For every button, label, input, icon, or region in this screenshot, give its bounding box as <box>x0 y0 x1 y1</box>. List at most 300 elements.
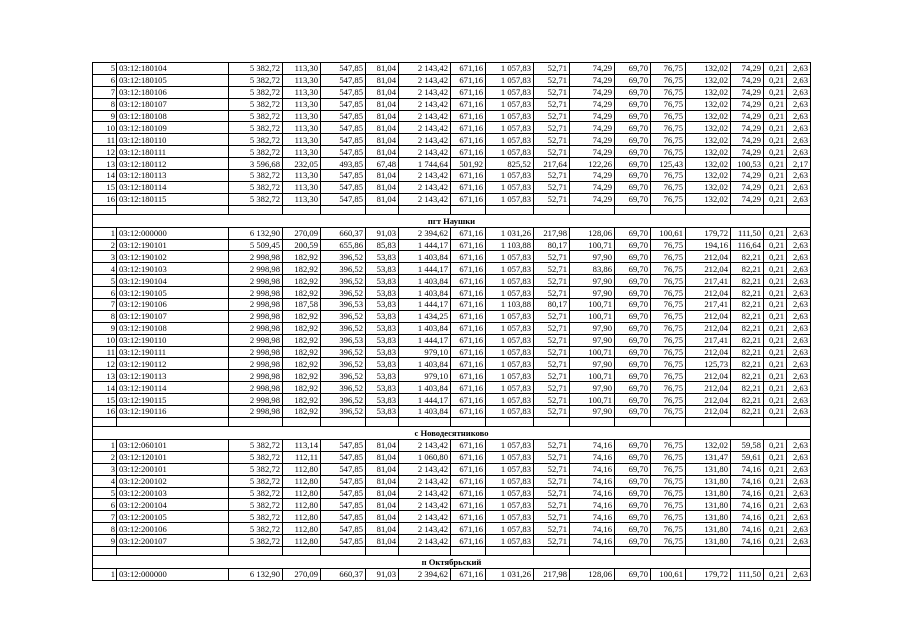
value-cell: 132,02 <box>686 439 731 451</box>
row-number-cell: 1 <box>93 568 117 580</box>
value-cell: 74,16 <box>570 475 615 487</box>
value-cell: 396,53 <box>321 299 366 311</box>
value-cell: 671,16 <box>451 134 486 146</box>
value-cell: 0,21 <box>764 263 787 275</box>
cadastral-code-cell: 03:12:180113 <box>117 170 229 182</box>
value-cell: 74,16 <box>731 535 764 547</box>
value-cell: 1 057,83 <box>486 251 534 263</box>
value-cell: 212,04 <box>686 382 731 394</box>
value-cell: 212,04 <box>686 370 731 382</box>
value-cell: 52,71 <box>534 499 570 511</box>
value-cell: 547,85 <box>321 451 366 463</box>
value-cell: 74,16 <box>731 463 764 475</box>
value-cell: 5 382,72 <box>229 181 283 193</box>
value-cell: 1 057,83 <box>486 74 534 86</box>
value-cell: 74,29 <box>731 110 764 122</box>
value-cell: 2,63 <box>787 134 811 146</box>
value-cell: 113,30 <box>283 98 321 110</box>
empty-cell <box>570 205 615 214</box>
value-cell: 270,09 <box>283 568 321 580</box>
value-cell: 2 998,98 <box>229 346 283 358</box>
value-cell: 112,80 <box>283 499 321 511</box>
value-cell: 81,04 <box>366 74 399 86</box>
value-cell: 69,70 <box>615 275 651 287</box>
value-cell: 113,30 <box>283 181 321 193</box>
value-cell: 5 382,72 <box>229 535 283 547</box>
table-row <box>93 370 811 382</box>
value-cell: 5 382,72 <box>229 146 283 158</box>
value-cell: 52,71 <box>534 322 570 334</box>
value-cell: 81,04 <box>366 134 399 146</box>
value-cell: 547,85 <box>321 475 366 487</box>
value-cell: 76,75 <box>651 511 686 523</box>
value-cell: 396,53 <box>321 334 366 346</box>
value-cell: 52,71 <box>534 63 570 75</box>
value-cell: 212,04 <box>686 263 731 275</box>
value-cell: 131,80 <box>686 499 731 511</box>
value-cell: 182,92 <box>283 382 321 394</box>
value-cell: 69,70 <box>615 406 651 418</box>
value-cell: 0,21 <box>764 63 787 75</box>
value-cell: 82,21 <box>731 346 764 358</box>
value-cell: 52,71 <box>534 146 570 158</box>
row-number-cell: 12 <box>93 146 117 158</box>
value-cell: 396,52 <box>321 263 366 275</box>
value-cell: 1 057,83 <box>486 535 534 547</box>
row-number-cell: 13 <box>93 370 117 382</box>
row-number-cell: 16 <box>93 406 117 418</box>
value-cell: 69,70 <box>615 394 651 406</box>
cadastral-code-cell: 03:12:000000 <box>117 568 229 580</box>
value-cell: 1 057,83 <box>486 322 534 334</box>
value-cell: 5 382,72 <box>229 98 283 110</box>
value-cell: 91,03 <box>366 568 399 580</box>
value-cell: 132,02 <box>686 86 731 98</box>
value-cell: 52,71 <box>534 275 570 287</box>
value-cell: 1 103,88 <box>486 239 534 251</box>
value-cell: 76,75 <box>651 263 686 275</box>
value-cell: 59,58 <box>731 439 764 451</box>
table-row <box>93 170 811 182</box>
value-cell: 0,21 <box>764 299 787 311</box>
table-row <box>93 63 811 75</box>
value-cell: 69,70 <box>615 346 651 358</box>
value-cell: 0,21 <box>764 370 787 382</box>
value-cell: 1 057,83 <box>486 463 534 475</box>
value-cell: 131,80 <box>686 463 731 475</box>
value-cell: 212,04 <box>686 322 731 334</box>
empty-cell <box>283 205 321 214</box>
value-cell: 396,52 <box>321 370 366 382</box>
value-cell: 76,75 <box>651 535 686 547</box>
value-cell: 74,29 <box>570 63 615 75</box>
value-cell: 52,71 <box>534 110 570 122</box>
value-cell: 2,63 <box>787 170 811 182</box>
value-cell: 74,29 <box>570 110 615 122</box>
value-cell: 81,04 <box>366 487 399 499</box>
value-cell: 1 057,83 <box>486 181 534 193</box>
table-row <box>93 193 811 205</box>
value-cell: 82,21 <box>731 382 764 394</box>
value-cell: 212,04 <box>686 394 731 406</box>
value-cell: 2,63 <box>787 98 811 110</box>
value-cell: 1 057,83 <box>486 98 534 110</box>
value-cell: 212,04 <box>686 287 731 299</box>
row-number-cell: 6 <box>93 74 117 86</box>
value-cell: 2 143,42 <box>399 499 451 511</box>
value-cell: 74,16 <box>731 487 764 499</box>
value-cell: 396,52 <box>321 251 366 263</box>
value-cell: 671,16 <box>451 463 486 475</box>
value-cell: 217,41 <box>686 334 731 346</box>
table-row <box>93 487 811 499</box>
section-spacer-row <box>93 546 811 555</box>
value-cell: 2,63 <box>787 463 811 475</box>
value-cell: 5 382,72 <box>229 439 283 451</box>
value-cell: 1 103,88 <box>486 299 534 311</box>
cadastral-code-cell: 03:12:190101 <box>117 239 229 251</box>
value-cell: 671,16 <box>451 322 486 334</box>
value-cell: 2,63 <box>787 146 811 158</box>
value-cell: 2 143,42 <box>399 463 451 475</box>
row-number-cell: 1 <box>93 439 117 451</box>
section-spacer-row <box>93 417 811 426</box>
row-number-cell: 6 <box>93 499 117 511</box>
value-cell: 1 403,84 <box>399 322 451 334</box>
value-cell: 52,71 <box>534 170 570 182</box>
value-cell: 1 057,83 <box>486 451 534 463</box>
value-cell: 53,83 <box>366 299 399 311</box>
value-cell: 547,85 <box>321 463 366 475</box>
value-cell: 74,29 <box>731 170 764 182</box>
value-cell: 82,21 <box>731 370 764 382</box>
value-cell: 111,50 <box>731 227 764 239</box>
row-number-cell: 8 <box>93 98 117 110</box>
value-cell: 547,85 <box>321 134 366 146</box>
document-page <box>92 62 811 581</box>
value-cell: 81,04 <box>366 463 399 475</box>
value-cell: 5 382,72 <box>229 511 283 523</box>
value-cell: 100,53 <box>731 158 764 170</box>
cadastral-code-cell: 03:12:190114 <box>117 382 229 394</box>
value-cell: 74,29 <box>731 86 764 98</box>
value-cell: 82,21 <box>731 406 764 418</box>
value-cell: 1 057,83 <box>486 86 534 98</box>
value-cell: 69,70 <box>615 134 651 146</box>
value-cell: 5 382,72 <box>229 193 283 205</box>
value-cell: 131,47 <box>686 451 731 463</box>
value-cell: 671,16 <box>451 239 486 251</box>
value-cell: 59,61 <box>731 451 764 463</box>
value-cell: 501,92 <box>451 158 486 170</box>
value-cell: 52,71 <box>534 346 570 358</box>
value-cell: 671,16 <box>451 122 486 134</box>
value-cell: 2,63 <box>787 181 811 193</box>
empty-cell <box>451 546 486 555</box>
empty-cell <box>93 205 117 214</box>
value-cell: 5 382,72 <box>229 63 283 75</box>
value-cell: 2,63 <box>787 334 811 346</box>
empty-cell <box>283 417 321 426</box>
value-cell: 2 143,42 <box>399 134 451 146</box>
value-cell: 69,70 <box>615 334 651 346</box>
value-cell: 0,21 <box>764 568 787 580</box>
value-cell: 131,80 <box>686 535 731 547</box>
value-cell: 2 143,42 <box>399 110 451 122</box>
value-cell: 112,80 <box>283 487 321 499</box>
value-cell: 232,05 <box>283 158 321 170</box>
value-cell: 100,71 <box>570 370 615 382</box>
value-cell: 69,70 <box>615 523 651 535</box>
value-cell: 396,52 <box>321 310 366 322</box>
value-cell: 0,21 <box>764 535 787 547</box>
cadastral-code-cell: 03:12:190102 <box>117 251 229 263</box>
value-cell: 0,21 <box>764 193 787 205</box>
value-cell: 0,21 <box>764 451 787 463</box>
value-cell: 2 143,42 <box>399 63 451 75</box>
value-cell: 182,92 <box>283 346 321 358</box>
value-cell: 97,90 <box>570 406 615 418</box>
value-cell: 97,90 <box>570 382 615 394</box>
table-row <box>93 463 811 475</box>
table-row <box>93 535 811 547</box>
value-cell: 671,16 <box>451 523 486 535</box>
value-cell: 52,71 <box>534 181 570 193</box>
value-cell: 52,71 <box>534 287 570 299</box>
value-cell: 91,03 <box>366 227 399 239</box>
value-cell: 74,29 <box>731 74 764 86</box>
value-cell: 547,85 <box>321 98 366 110</box>
value-cell: 132,02 <box>686 193 731 205</box>
value-cell: 74,29 <box>731 146 764 158</box>
section-title: с Новодесятниково <box>93 426 811 439</box>
value-cell: 74,29 <box>570 86 615 98</box>
value-cell: 128,06 <box>570 227 615 239</box>
value-cell: 76,75 <box>651 146 686 158</box>
value-cell: 67,48 <box>366 158 399 170</box>
empty-cell <box>787 546 811 555</box>
value-cell: 1 057,83 <box>486 370 534 382</box>
value-cell: 1 057,83 <box>486 523 534 535</box>
value-cell: 76,75 <box>651 63 686 75</box>
value-cell: 2 143,42 <box>399 74 451 86</box>
value-cell: 69,70 <box>615 98 651 110</box>
value-cell: 69,70 <box>615 299 651 311</box>
empty-cell <box>399 205 451 214</box>
cadastral-code-cell: 03:12:180108 <box>117 110 229 122</box>
value-cell: 2 394,62 <box>399 227 451 239</box>
value-cell: 1 444,17 <box>399 334 451 346</box>
value-cell: 212,04 <box>686 406 731 418</box>
value-cell: 81,04 <box>366 110 399 122</box>
empty-cell <box>534 546 570 555</box>
value-cell: 112,80 <box>283 535 321 547</box>
value-cell: 5 382,72 <box>229 86 283 98</box>
value-cell: 74,29 <box>570 134 615 146</box>
value-cell: 113,30 <box>283 63 321 75</box>
value-cell: 0,21 <box>764 98 787 110</box>
value-cell: 0,21 <box>764 523 787 535</box>
value-cell: 2 143,42 <box>399 146 451 158</box>
value-cell: 125,43 <box>651 158 686 170</box>
cadastral-code-cell: 03:12:180107 <box>117 98 229 110</box>
empty-cell <box>787 205 811 214</box>
value-cell: 2,63 <box>787 193 811 205</box>
value-cell: 1 057,83 <box>486 346 534 358</box>
value-cell: 69,70 <box>615 499 651 511</box>
cadastral-code-cell: 03:12:180114 <box>117 181 229 193</box>
value-cell: 2 998,98 <box>229 251 283 263</box>
value-cell: 1 057,83 <box>486 275 534 287</box>
value-cell: 547,85 <box>321 511 366 523</box>
value-cell: 2 998,98 <box>229 275 283 287</box>
value-cell: 547,85 <box>321 122 366 134</box>
value-cell: 76,75 <box>651 406 686 418</box>
value-cell: 1 057,83 <box>486 134 534 146</box>
value-cell: 3 596,68 <box>229 158 283 170</box>
row-number-cell: 12 <box>93 358 117 370</box>
value-cell: 671,16 <box>451 346 486 358</box>
value-cell: 74,29 <box>731 193 764 205</box>
value-cell: 671,16 <box>451 475 486 487</box>
value-cell: 2,63 <box>787 358 811 370</box>
table-row <box>93 322 811 334</box>
value-cell: 52,71 <box>534 523 570 535</box>
value-cell: 53,83 <box>366 287 399 299</box>
empty-cell <box>615 417 651 426</box>
value-cell: 1 444,17 <box>399 263 451 275</box>
value-cell: 76,75 <box>651 86 686 98</box>
value-cell: 2,63 <box>787 299 811 311</box>
value-cell: 74,16 <box>731 499 764 511</box>
value-cell: 52,71 <box>534 358 570 370</box>
value-cell: 0,21 <box>764 382 787 394</box>
cadastral-code-cell: 03:12:200102 <box>117 475 229 487</box>
value-cell: 69,70 <box>615 193 651 205</box>
value-cell: 1 057,83 <box>486 439 534 451</box>
table-row <box>93 568 811 580</box>
table-row <box>93 358 811 370</box>
value-cell: 52,71 <box>534 487 570 499</box>
value-cell: 547,85 <box>321 439 366 451</box>
empty-cell <box>686 546 731 555</box>
value-cell: 69,70 <box>615 181 651 193</box>
table-row <box>93 394 811 406</box>
value-cell: 0,21 <box>764 74 787 86</box>
value-cell: 74,16 <box>570 487 615 499</box>
value-cell: 74,29 <box>731 134 764 146</box>
value-cell: 5 382,72 <box>229 122 283 134</box>
value-cell: 179,72 <box>686 568 731 580</box>
cadastral-code-cell: 03:12:200105 <box>117 511 229 523</box>
value-cell: 1 057,83 <box>486 406 534 418</box>
value-cell: 396,52 <box>321 322 366 334</box>
table-row <box>93 110 811 122</box>
value-cell: 2,63 <box>787 487 811 499</box>
value-cell: 5 382,72 <box>229 170 283 182</box>
empty-cell <box>117 546 229 555</box>
value-cell: 0,21 <box>764 251 787 263</box>
empty-cell <box>229 205 283 214</box>
value-cell: 69,70 <box>615 568 651 580</box>
value-cell: 1 057,83 <box>486 263 534 275</box>
value-cell: 1 444,17 <box>399 394 451 406</box>
value-cell: 97,90 <box>570 251 615 263</box>
value-cell: 2,63 <box>787 251 811 263</box>
value-cell: 2,63 <box>787 499 811 511</box>
value-cell: 2 143,42 <box>399 487 451 499</box>
value-cell: 69,70 <box>615 370 651 382</box>
value-cell: 131,80 <box>686 523 731 535</box>
value-cell: 1 403,84 <box>399 287 451 299</box>
value-cell: 2 143,42 <box>399 439 451 451</box>
value-cell: 671,16 <box>451 263 486 275</box>
value-cell: 2 143,42 <box>399 511 451 523</box>
value-cell: 2 998,98 <box>229 287 283 299</box>
value-cell: 1 057,83 <box>486 63 534 75</box>
value-cell: 112,80 <box>283 523 321 535</box>
value-cell: 69,70 <box>615 263 651 275</box>
value-cell: 52,71 <box>534 394 570 406</box>
value-cell: 671,16 <box>451 499 486 511</box>
value-cell: 74,16 <box>731 511 764 523</box>
cadastral-code-cell: 03:12:180111 <box>117 146 229 158</box>
value-cell: 671,16 <box>451 110 486 122</box>
value-cell: 0,21 <box>764 499 787 511</box>
value-cell: 5 382,72 <box>229 451 283 463</box>
value-cell: 182,92 <box>283 358 321 370</box>
value-cell: 2,63 <box>787 382 811 394</box>
value-cell: 76,75 <box>651 370 686 382</box>
value-cell: 52,71 <box>534 463 570 475</box>
value-cell: 396,52 <box>321 275 366 287</box>
value-cell: 69,70 <box>615 475 651 487</box>
value-cell: 396,52 <box>321 382 366 394</box>
value-cell: 182,92 <box>283 275 321 287</box>
value-cell: 1 403,84 <box>399 358 451 370</box>
value-cell: 0,21 <box>764 227 787 239</box>
value-cell: 547,85 <box>321 63 366 75</box>
value-cell: 547,85 <box>321 74 366 86</box>
value-cell: 100,61 <box>651 568 686 580</box>
value-cell: 113,30 <box>283 74 321 86</box>
value-cell: 76,75 <box>651 110 686 122</box>
value-cell: 74,16 <box>570 535 615 547</box>
section-header-row <box>93 214 811 227</box>
value-cell: 132,02 <box>686 170 731 182</box>
value-cell: 69,70 <box>615 63 651 75</box>
value-cell: 2,17 <box>787 158 811 170</box>
value-cell: 76,75 <box>651 382 686 394</box>
table-row <box>93 499 811 511</box>
value-cell: 0,21 <box>764 170 787 182</box>
value-cell: 1 057,83 <box>486 487 534 499</box>
value-cell: 0,21 <box>764 287 787 299</box>
value-cell: 76,75 <box>651 451 686 463</box>
value-cell: 2 143,42 <box>399 523 451 535</box>
table-row <box>93 299 811 311</box>
value-cell: 76,75 <box>651 358 686 370</box>
value-cell: 76,75 <box>651 287 686 299</box>
value-cell: 52,71 <box>534 251 570 263</box>
cadastral-code-cell: 03:12:180109 <box>117 122 229 134</box>
value-cell: 1 057,83 <box>486 334 534 346</box>
value-cell: 660,37 <box>321 568 366 580</box>
value-cell: 660,37 <box>321 227 366 239</box>
value-cell: 74,16 <box>731 523 764 535</box>
value-cell: 2,63 <box>787 122 811 134</box>
cadastral-code-cell: 03:12:180105 <box>117 74 229 86</box>
